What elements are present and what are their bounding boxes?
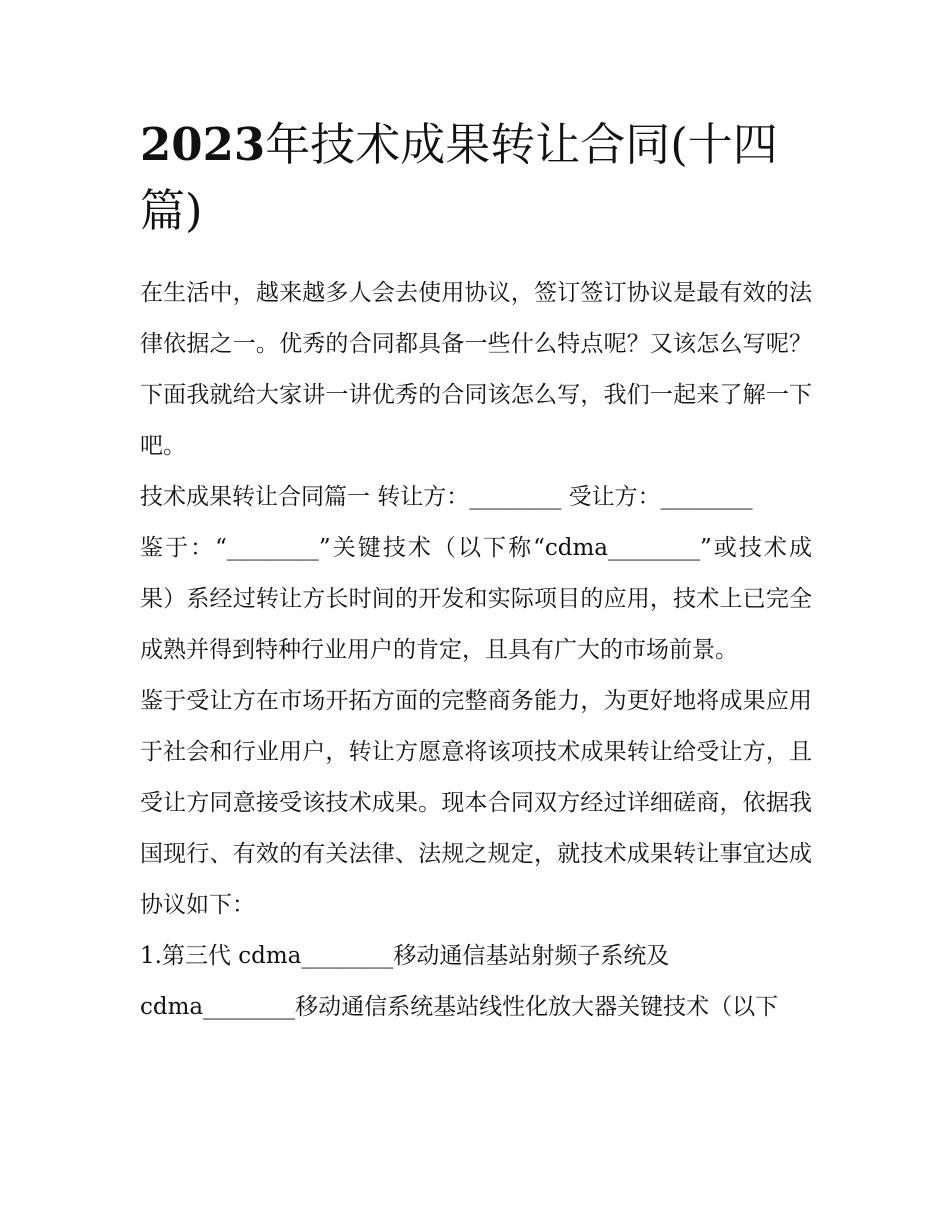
parties-line: 技术成果转让合同篇一 转让方：________ 受让方：________ [140, 484, 753, 510]
recital-paragraph-2: 鉴于受让方在市场开拓方面的完整商务能力，为更好地将成果应用于社会和行业用户，转让方愿意将该项技术成果转让给受让方，且受让方同意接受该技术成果。现本合同双方经过详细磋商，依据我国现行、有效的有关法律、法规之规定，就技术成果转让事宜达成协议如下： [140, 688, 812, 918]
recital-paragraph-1: 鉴于：“________”关键技术（以下称“cdma________”或技术成果）系经过转让方长时间的开发和实际项目的应用，技术上已完全成熟并得到特种行业用户的肯定，且具有广大的市场前景。 [140, 535, 812, 663]
title-year: 2023 [140, 118, 266, 171]
clause-1-line-2: cdma________移动通信系统基站线性化放大器关键技术（以下 [140, 994, 779, 1020]
clause-1-line-1: 1.第三代 cdma________移动通信基站射频子系统及 [140, 943, 670, 969]
document-title [140, 112, 812, 244]
intro-paragraph: 在生活中，越来越多人会去使用协议，签订签订协议是最有效的法律依据之一。优秀的合同都具备一些什么特点呢？又该怎么写呢？下面我就给大家讲一讲优秀的合同该怎么写，我们一起来了解一下吧。 [140, 280, 812, 459]
document-page [140, 112, 812, 1033]
title-text: 年技术成果转让合同(十四篇) [140, 118, 778, 237]
